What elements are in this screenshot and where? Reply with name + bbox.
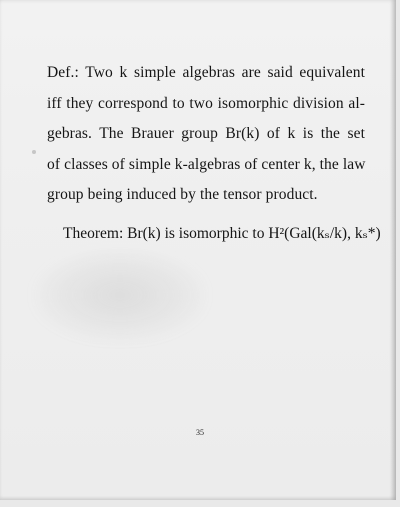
definition-line-3: gebras. The Brauer group Br(k) of k is the set xyxy=(47,125,365,142)
definition-line-5: group being induced by the tensor product. xyxy=(47,186,318,203)
definition-paragraph xyxy=(47,58,377,211)
definition-line-2: iff they correspond to two isomorphic division al- xyxy=(47,94,365,112)
definition-line-1: Def.: Two k simple algebras are said equivalent xyxy=(47,64,365,81)
definition-line-4: of classes of simple k-algebras of center k, the law xyxy=(47,155,366,173)
scan-speck xyxy=(32,150,36,154)
theorem-statement: Theorem: Br(k) is isomorphic to H²(Gal(kₛ/k), kₛ*) xyxy=(63,225,381,242)
scan-smudge xyxy=(35,250,205,340)
page-number: 35 xyxy=(196,428,204,437)
